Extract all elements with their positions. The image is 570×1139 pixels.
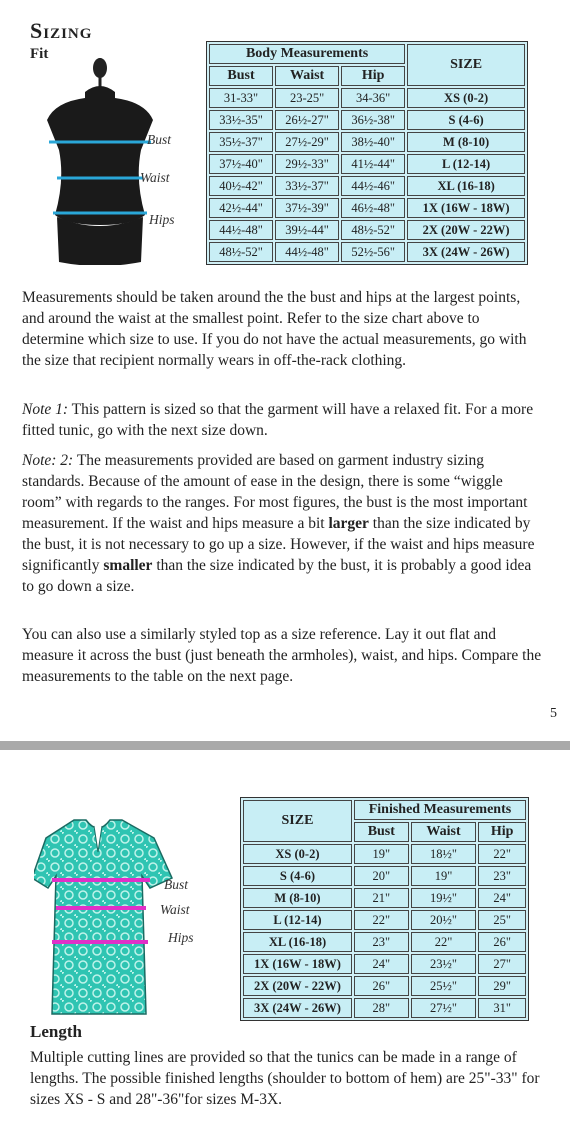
- table-row: [209, 176, 525, 196]
- page-number: 5: [550, 706, 557, 721]
- table-cell: 22": [478, 844, 526, 864]
- table-cell: 26": [354, 976, 409, 996]
- table-cell: 37½-40": [209, 154, 273, 174]
- length-heading: Length: [30, 1022, 82, 1041]
- page-divider: [0, 741, 570, 750]
- table-cell: 44½-46": [341, 176, 405, 196]
- table-cell: 35½-37": [209, 132, 273, 152]
- table-cell: XL (16-18): [407, 176, 525, 196]
- table-cell: 2X (20W - 22W): [407, 220, 525, 240]
- table-cell: 38½-40": [341, 132, 405, 152]
- form-bust-label: Bust: [147, 132, 172, 147]
- table-cell: 26½-27": [275, 110, 339, 130]
- table-cell: M (8-10): [243, 888, 352, 908]
- table-cell: 23": [354, 932, 409, 952]
- table-row: [209, 132, 525, 152]
- dress-form-illustration: [45, 50, 195, 265]
- finished-table-group-header: Finished Measurements: [354, 800, 526, 820]
- table-cell: 46½-48": [341, 198, 405, 218]
- table-cell: 20": [354, 866, 409, 886]
- table-cell: 34-36": [341, 88, 405, 108]
- table-row: [243, 932, 526, 952]
- tunic-illustration: [34, 818, 174, 1018]
- table-cell: 48½-52": [209, 242, 273, 262]
- table-cell: L (12-14): [243, 910, 352, 930]
- intro-paragraph: Measurements should be taken around the the bust and hips at the largest points, and around the waist at the smallest point. Refer to the size chart above to determine which size to use. If you do not have the actual measurements, go with the size that recipient normally wears in off-the-rack clothing.: [22, 289, 527, 369]
- table-cell: 33½-35": [209, 110, 273, 130]
- table-cell: 19": [354, 844, 409, 864]
- table-cell: XL (16-18): [243, 932, 352, 952]
- col-hip: Hip: [341, 66, 405, 86]
- table-cell: S (4-6): [243, 866, 352, 886]
- table-cell: 41½-44": [341, 154, 405, 174]
- table-cell: 27½-29": [275, 132, 339, 152]
- table-cell: 27½": [411, 998, 477, 1018]
- note-1-label: Note 1:: [22, 401, 69, 418]
- table-row: [209, 220, 525, 240]
- fit-heading: Fit: [30, 46, 49, 62]
- table-row: [243, 844, 526, 864]
- note-1: Note 1: This pattern is sized so that the garment will have a relaxed fit. For a more fitted tunic, go with the next size down.: [22, 401, 534, 439]
- finished-table-size-header: SIZE: [243, 800, 352, 842]
- table-cell: 23": [478, 866, 526, 886]
- table-cell: 18½": [411, 844, 477, 864]
- table-cell: 25": [478, 910, 526, 930]
- form-waist-label: Waist: [140, 170, 170, 185]
- table-cell: 44½-48": [275, 242, 339, 262]
- table-cell: M (8-10): [407, 132, 525, 152]
- table-row: [209, 88, 525, 108]
- tunic-bust-label: Bust: [164, 877, 189, 892]
- table-cell: 26": [478, 932, 526, 952]
- table-cell: 28": [354, 998, 409, 1018]
- length-paragraph: Multiple cutting lines are provided so that the tunics can be made in a range of lengths. The possible finished lengths (shoulder to bottom of hem) are 25"-33" for sizes XS - S and 28"-36"for sizes M-3X.: [30, 1049, 540, 1108]
- tunic-waist-label: Waist: [160, 902, 190, 917]
- table-row: [209, 198, 525, 218]
- table-cell: 24": [354, 954, 409, 974]
- col-finished-hip: Hip: [478, 822, 526, 842]
- table-cell: 52½-56": [341, 242, 405, 262]
- body-table-group-header: Body Measurements: [209, 44, 405, 64]
- table-cell: 37½-39": [275, 198, 339, 218]
- table-cell: 40½-42": [209, 176, 273, 196]
- table-cell: 29½-33": [275, 154, 339, 174]
- finished-measurements-table: [240, 797, 529, 1021]
- table-row: [209, 110, 525, 130]
- table-cell: 25½": [411, 976, 477, 996]
- table-row: [243, 976, 526, 996]
- table-cell: 29": [478, 976, 526, 996]
- table-cell: 48½-52": [341, 220, 405, 240]
- table-cell: 27": [478, 954, 526, 974]
- table-cell: 3X (24W - 26W): [243, 998, 352, 1018]
- note-2-label: Note: 2:: [22, 452, 74, 469]
- table-cell: 22": [411, 932, 477, 952]
- table-cell: 2X (20W - 22W): [243, 976, 352, 996]
- table-cell: 24": [478, 888, 526, 908]
- table-cell: 23-25": [275, 88, 339, 108]
- table-row: [209, 154, 525, 174]
- table-cell: 33½-37": [275, 176, 339, 196]
- table-row: [243, 998, 526, 1018]
- note-2: Note: 2: The measurements provided are based on garment industry sizing standards. Because of the amount of ease in the design, there is some “wiggle room” with regards to the ranges. For most figures, the bust is the most important measurement. If the waist and hips measure a bit larger than the size indicated by the bust, it is not necessary to go up a size. However, if the waist and hips measure significantly smaller than the size indicated by the bust, it is probably a good idea to go down a size.: [22, 452, 535, 595]
- table-cell: XS (0-2): [243, 844, 352, 864]
- section-title: Sizing: [30, 18, 93, 43]
- tunic-hips-label: Hips: [168, 930, 194, 945]
- col-finished-bust: Bust: [354, 822, 409, 842]
- table-cell: 22": [354, 910, 409, 930]
- table-row: [243, 866, 526, 886]
- body-measurements-table: [206, 41, 528, 265]
- table-cell: 44½-48": [209, 220, 273, 240]
- table-cell: 21": [354, 888, 409, 908]
- table-cell: S (4-6): [407, 110, 525, 130]
- table-cell: 19": [411, 866, 477, 886]
- table-cell: 31-33": [209, 88, 273, 108]
- table-row: [243, 910, 526, 930]
- table-cell: 42½-44": [209, 198, 273, 218]
- form-hips-label: Hips: [149, 212, 175, 227]
- table-cell: 39½-44": [275, 220, 339, 240]
- col-finished-waist: Waist: [411, 822, 477, 842]
- body-table-size-header: SIZE: [407, 44, 525, 86]
- table-row: [243, 954, 526, 974]
- table-cell: 23½": [411, 954, 477, 974]
- table-row: [209, 242, 525, 262]
- table-cell: 3X (24W - 26W): [407, 242, 525, 262]
- table-cell: XS (0-2): [407, 88, 525, 108]
- table-cell: 1X (16W - 18W): [243, 954, 352, 974]
- table-cell: 20½": [411, 910, 477, 930]
- col-bust: Bust: [209, 66, 273, 86]
- table-cell: 36½-38": [341, 110, 405, 130]
- table-cell: L (12-14): [407, 154, 525, 174]
- table-cell: 1X (16W - 18W): [407, 198, 525, 218]
- col-waist: Waist: [275, 66, 339, 86]
- table-cell: 31": [478, 998, 526, 1018]
- table-row: [243, 888, 526, 908]
- size-reference-paragraph: You can also use a similarly styled top as a size reference. Lay it out flat and measure it across the bust (just beneath the armholes), waist, and hips. Compare the measurements to the table on the next page.: [22, 626, 542, 685]
- table-cell: 19½": [411, 888, 477, 908]
